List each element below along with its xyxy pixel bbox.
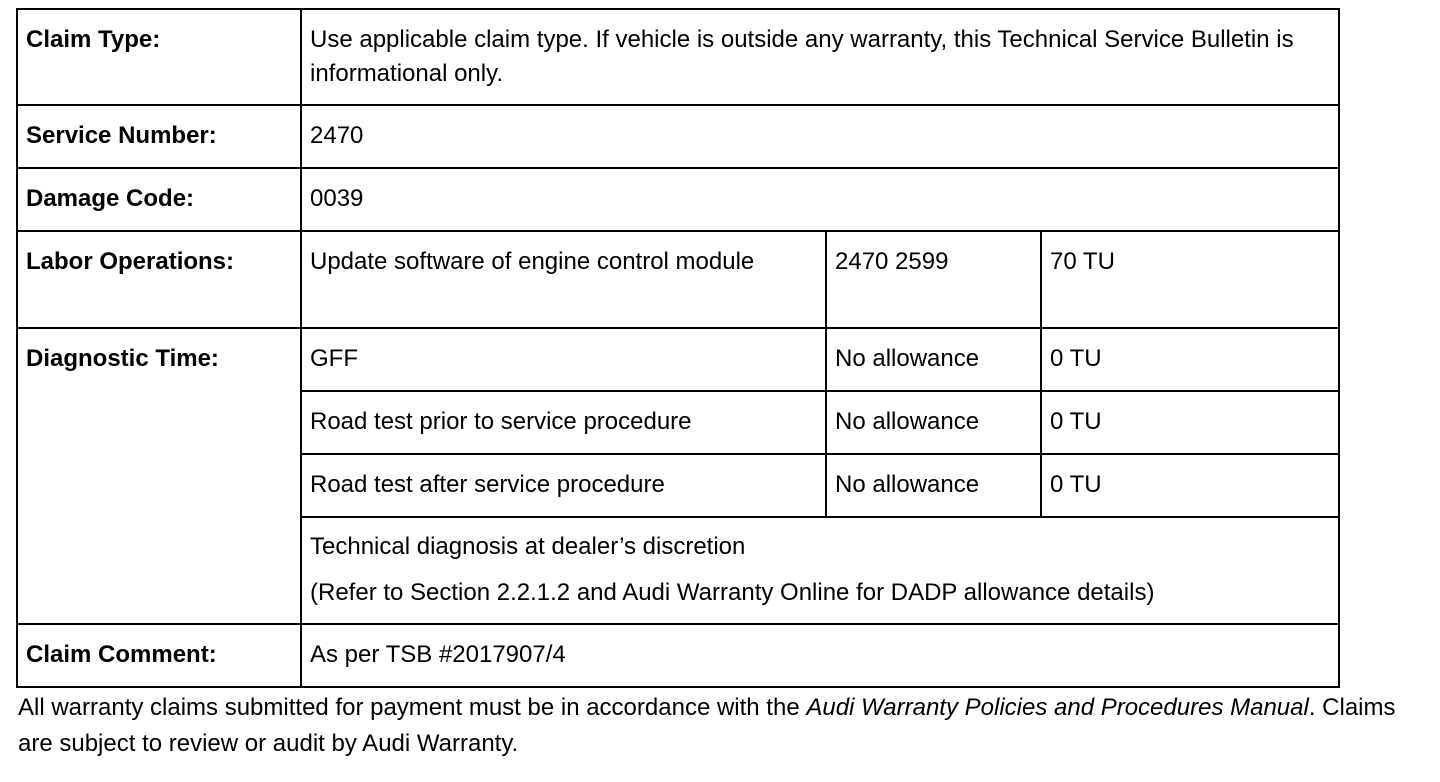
service-number-value: 2470 <box>301 105 1339 168</box>
policy-note-text: All warranty claims submitted for payment must be in accordance with the <box>18 694 807 721</box>
claim-type-value: Use applicable claim type. If vehicle is outside any warranty, this Technical Service Bulletin is informational only. <box>301 9 1339 105</box>
technical-diagnosis-line1: Technical diagnosis at dealer’s discretion <box>310 533 746 560</box>
diagnostic-allowance: No allowance <box>826 454 1041 517</box>
claim-type-row <box>17 9 1339 105</box>
warranty-claim-table <box>16 8 1340 688</box>
diagnostic-time-label: Diagnostic Time: <box>17 328 301 624</box>
diagnostic-description: GFF <box>301 328 826 391</box>
diagnostic-time: 0 TU <box>1041 391 1339 454</box>
labor-operation-time: 70 TU <box>1041 231 1339 328</box>
service-number-row <box>17 105 1339 168</box>
diagnostic-description: Road test prior to service procedure <box>301 391 826 454</box>
damage-code-label: Damage Code: <box>17 168 301 231</box>
claim-type-label: Claim Type: <box>17 9 301 105</box>
labor-operation-description: Update software of engine control module <box>301 231 826 328</box>
diagnostic-allowance: No allowance <box>826 328 1041 391</box>
claim-comment-label: Claim Comment: <box>17 624 301 687</box>
diagnostic-description: Road test after service procedure <box>301 454 826 517</box>
labor-operations-label: Labor Operations: <box>17 231 301 328</box>
claim-comment-row <box>17 624 1339 687</box>
technical-diagnosis-note <box>301 517 1339 624</box>
diagnostic-row <box>17 328 1339 391</box>
policy-manual-title: Audi Warranty Policies and Procedures Manual <box>806 694 1309 721</box>
diagnostic-time: 0 TU <box>1041 454 1339 517</box>
claim-comment-value: As per TSB #2017907/4 <box>301 624 1339 687</box>
diagnostic-allowance: No allowance <box>826 391 1041 454</box>
damage-code-value: 0039 <box>301 168 1339 231</box>
service-number-label: Service Number: <box>17 105 301 168</box>
technical-diagnosis-line2: (Refer to Section 2.2.1.2 and Audi Warranty Online for DADP allowance details) <box>310 579 1155 606</box>
policy-note-text-end: . Claims are subject to review or audit by Audi Warranty. <box>18 694 1396 757</box>
labor-operations-row <box>17 231 1339 328</box>
labor-operation-code: 2470 2599 <box>826 231 1041 328</box>
damage-code-row <box>17 168 1339 231</box>
diagnostic-time: 0 TU <box>1041 328 1339 391</box>
warranty-policy-note <box>18 690 1428 762</box>
